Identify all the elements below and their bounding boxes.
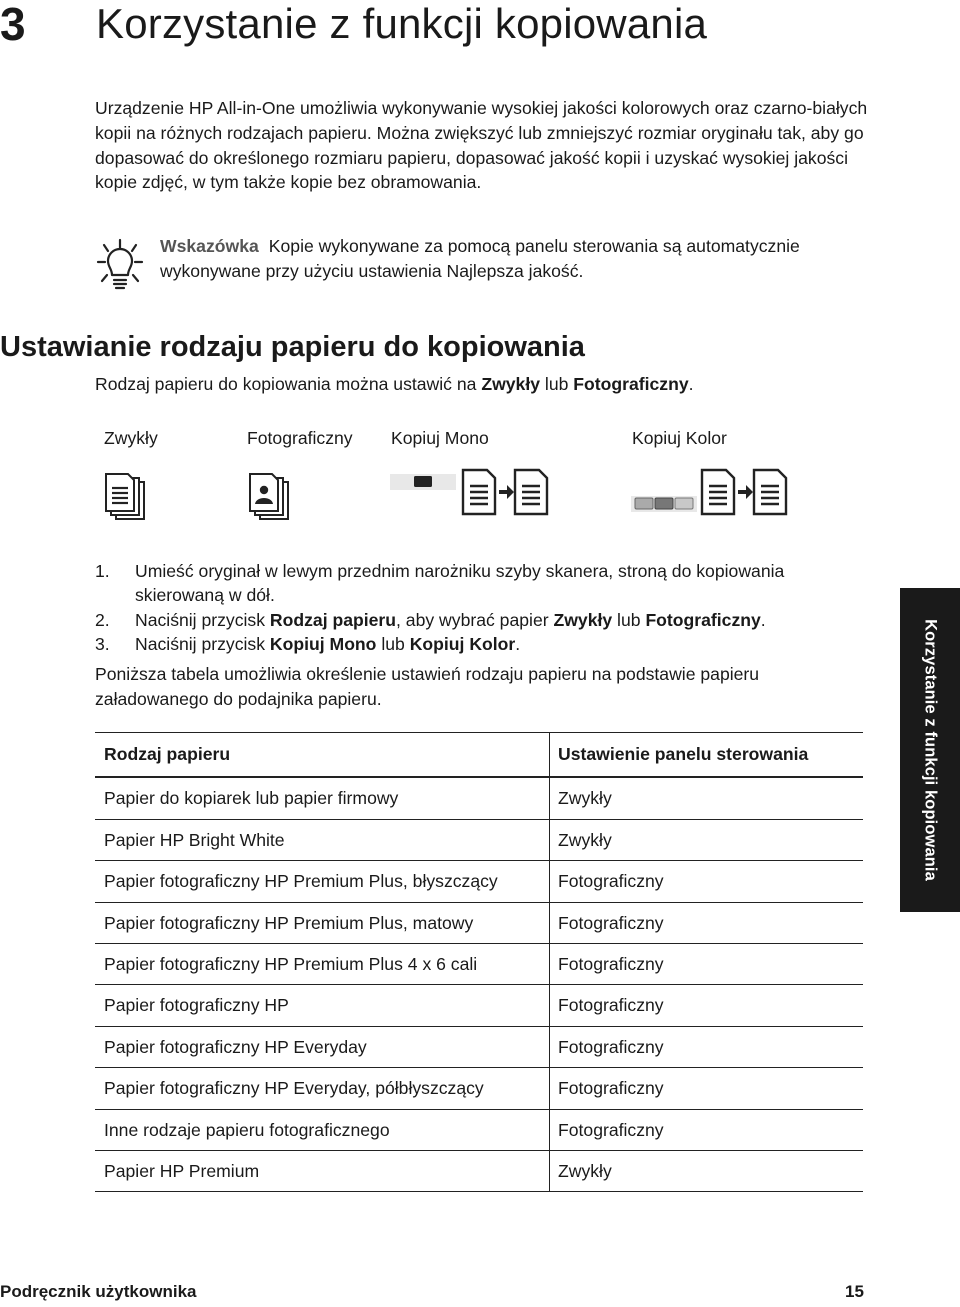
- section-intro: Rodzaj papieru do kopiowania można ustawić na Zwykły lub Fotograficzny.: [95, 374, 694, 394]
- table-row: Papier HP Bright White Zwykły: [95, 819, 863, 860]
- photo-paper-label: Fotograficzny: [247, 428, 353, 448]
- side-tab-label: Korzystanie z funkcji kopiowania: [921, 619, 940, 881]
- intro-paragraph: Urządzenie HP All-in-One umożliwia wykonywanie wysokiej jakości kolorowych oraz czarno-białych kopii na różnych rodzajach papieru. Można zwiększyć lub zmniejszyć rozmiar oryginału tak, aby go dopasować do określonego rozmiaru papieru, dopasować jakość kopii i uzyskać wysokiej jakości kopie zdjęć, w tym także kopie bez obramowania.: [95, 98, 868, 193]
- table-row: Inne rodzaje papieru fotograficznego Fotograficzny: [95, 1109, 863, 1150]
- step-1: 1. Umieść oryginał w lewym przednim narożniku szyby skanera, stroną do kopiowania skierowaną w dół.: [95, 561, 785, 606]
- table-row: Papier fotograficzny HP Premium Plus 4 x 6 cali Fotograficzny: [95, 944, 863, 985]
- table-row: Papier fotograficzny HP Everyday Fotograficzny: [95, 1026, 863, 1067]
- step-3: 3. Naciśnij przycisk Kopiuj Mono lub Kopiuj Kolor.: [95, 634, 521, 655]
- copy-mono-label: Kopiuj Mono: [391, 428, 489, 448]
- steps-list: [95, 559, 855, 657]
- plain-paper-label: Zwykły: [104, 428, 158, 448]
- color-button-indicator[interactable]: [631, 494, 697, 514]
- chapter-side-tab: [900, 588, 960, 912]
- column-header-panel-setting: Ustawienie panelu sterowania: [550, 733, 864, 778]
- table-intro: Poniższa tabela umożliwia określenie ustawień rodzaju papieru na podstawie papieru załadowanego do podajnika papieru.: [95, 664, 760, 709]
- step-2: 2. Naciśnij przycisk Rodzaj papieru, aby wybrać papier Zwykły lub Fotograficzny.: [95, 609, 766, 630]
- table-row: Papier fotograficzny HP Premium Plus, matowy Fotograficzny: [95, 902, 863, 943]
- page-number: 15: [845, 1282, 864, 1301]
- copy-color-label: Kopiuj Kolor: [632, 428, 727, 448]
- mono-button-indicator[interactable]: [390, 472, 456, 492]
- chapter-number: 3: [0, 0, 26, 50]
- table-row: Papier fotograficzny HP Everyday, półbłyszczący Fotograficzny: [95, 1068, 863, 1109]
- table-header-row: [95, 733, 863, 778]
- table-row: Papier fotograficzny HP Premium Plus, błyszczący Fotograficzny: [95, 861, 863, 902]
- option-plain: Zwykły: [481, 374, 541, 394]
- tip-label: Wskazówka: [160, 236, 259, 256]
- copy-color-icon[interactable]: [700, 468, 788, 516]
- plain-paper-icon[interactable]: [104, 472, 150, 522]
- lightbulb-icon: [96, 238, 144, 292]
- paper-type-table: [95, 732, 863, 1192]
- table-row: Papier fotograficzny HP Fotograficzny: [95, 985, 863, 1026]
- chapter-title: Korzystanie z funkcji kopiowania: [96, 0, 708, 47]
- footer-manual-title: Podręcznik użytkownika: [0, 1282, 197, 1301]
- table-row: Papier HP Premium Zwykły: [95, 1151, 863, 1192]
- copy-mono-icon[interactable]: [461, 468, 549, 516]
- section-title: Ustawianie rodzaju papieru do kopiowania: [0, 331, 585, 363]
- table-row: Papier do kopiarek lub papier firmowy Zwykły: [95, 777, 863, 819]
- tip-note: [160, 234, 860, 284]
- option-photo: Fotograficzny: [573, 374, 689, 394]
- photo-paper-icon[interactable]: [248, 472, 294, 522]
- tip-text: Kopie wykonywane za pomocą panelu sterowania są automatycznie wykonywane przy użyciu ustawienia Najlepsza jakość.: [160, 236, 800, 281]
- column-header-paper-type: Rodzaj papieru: [95, 733, 550, 778]
